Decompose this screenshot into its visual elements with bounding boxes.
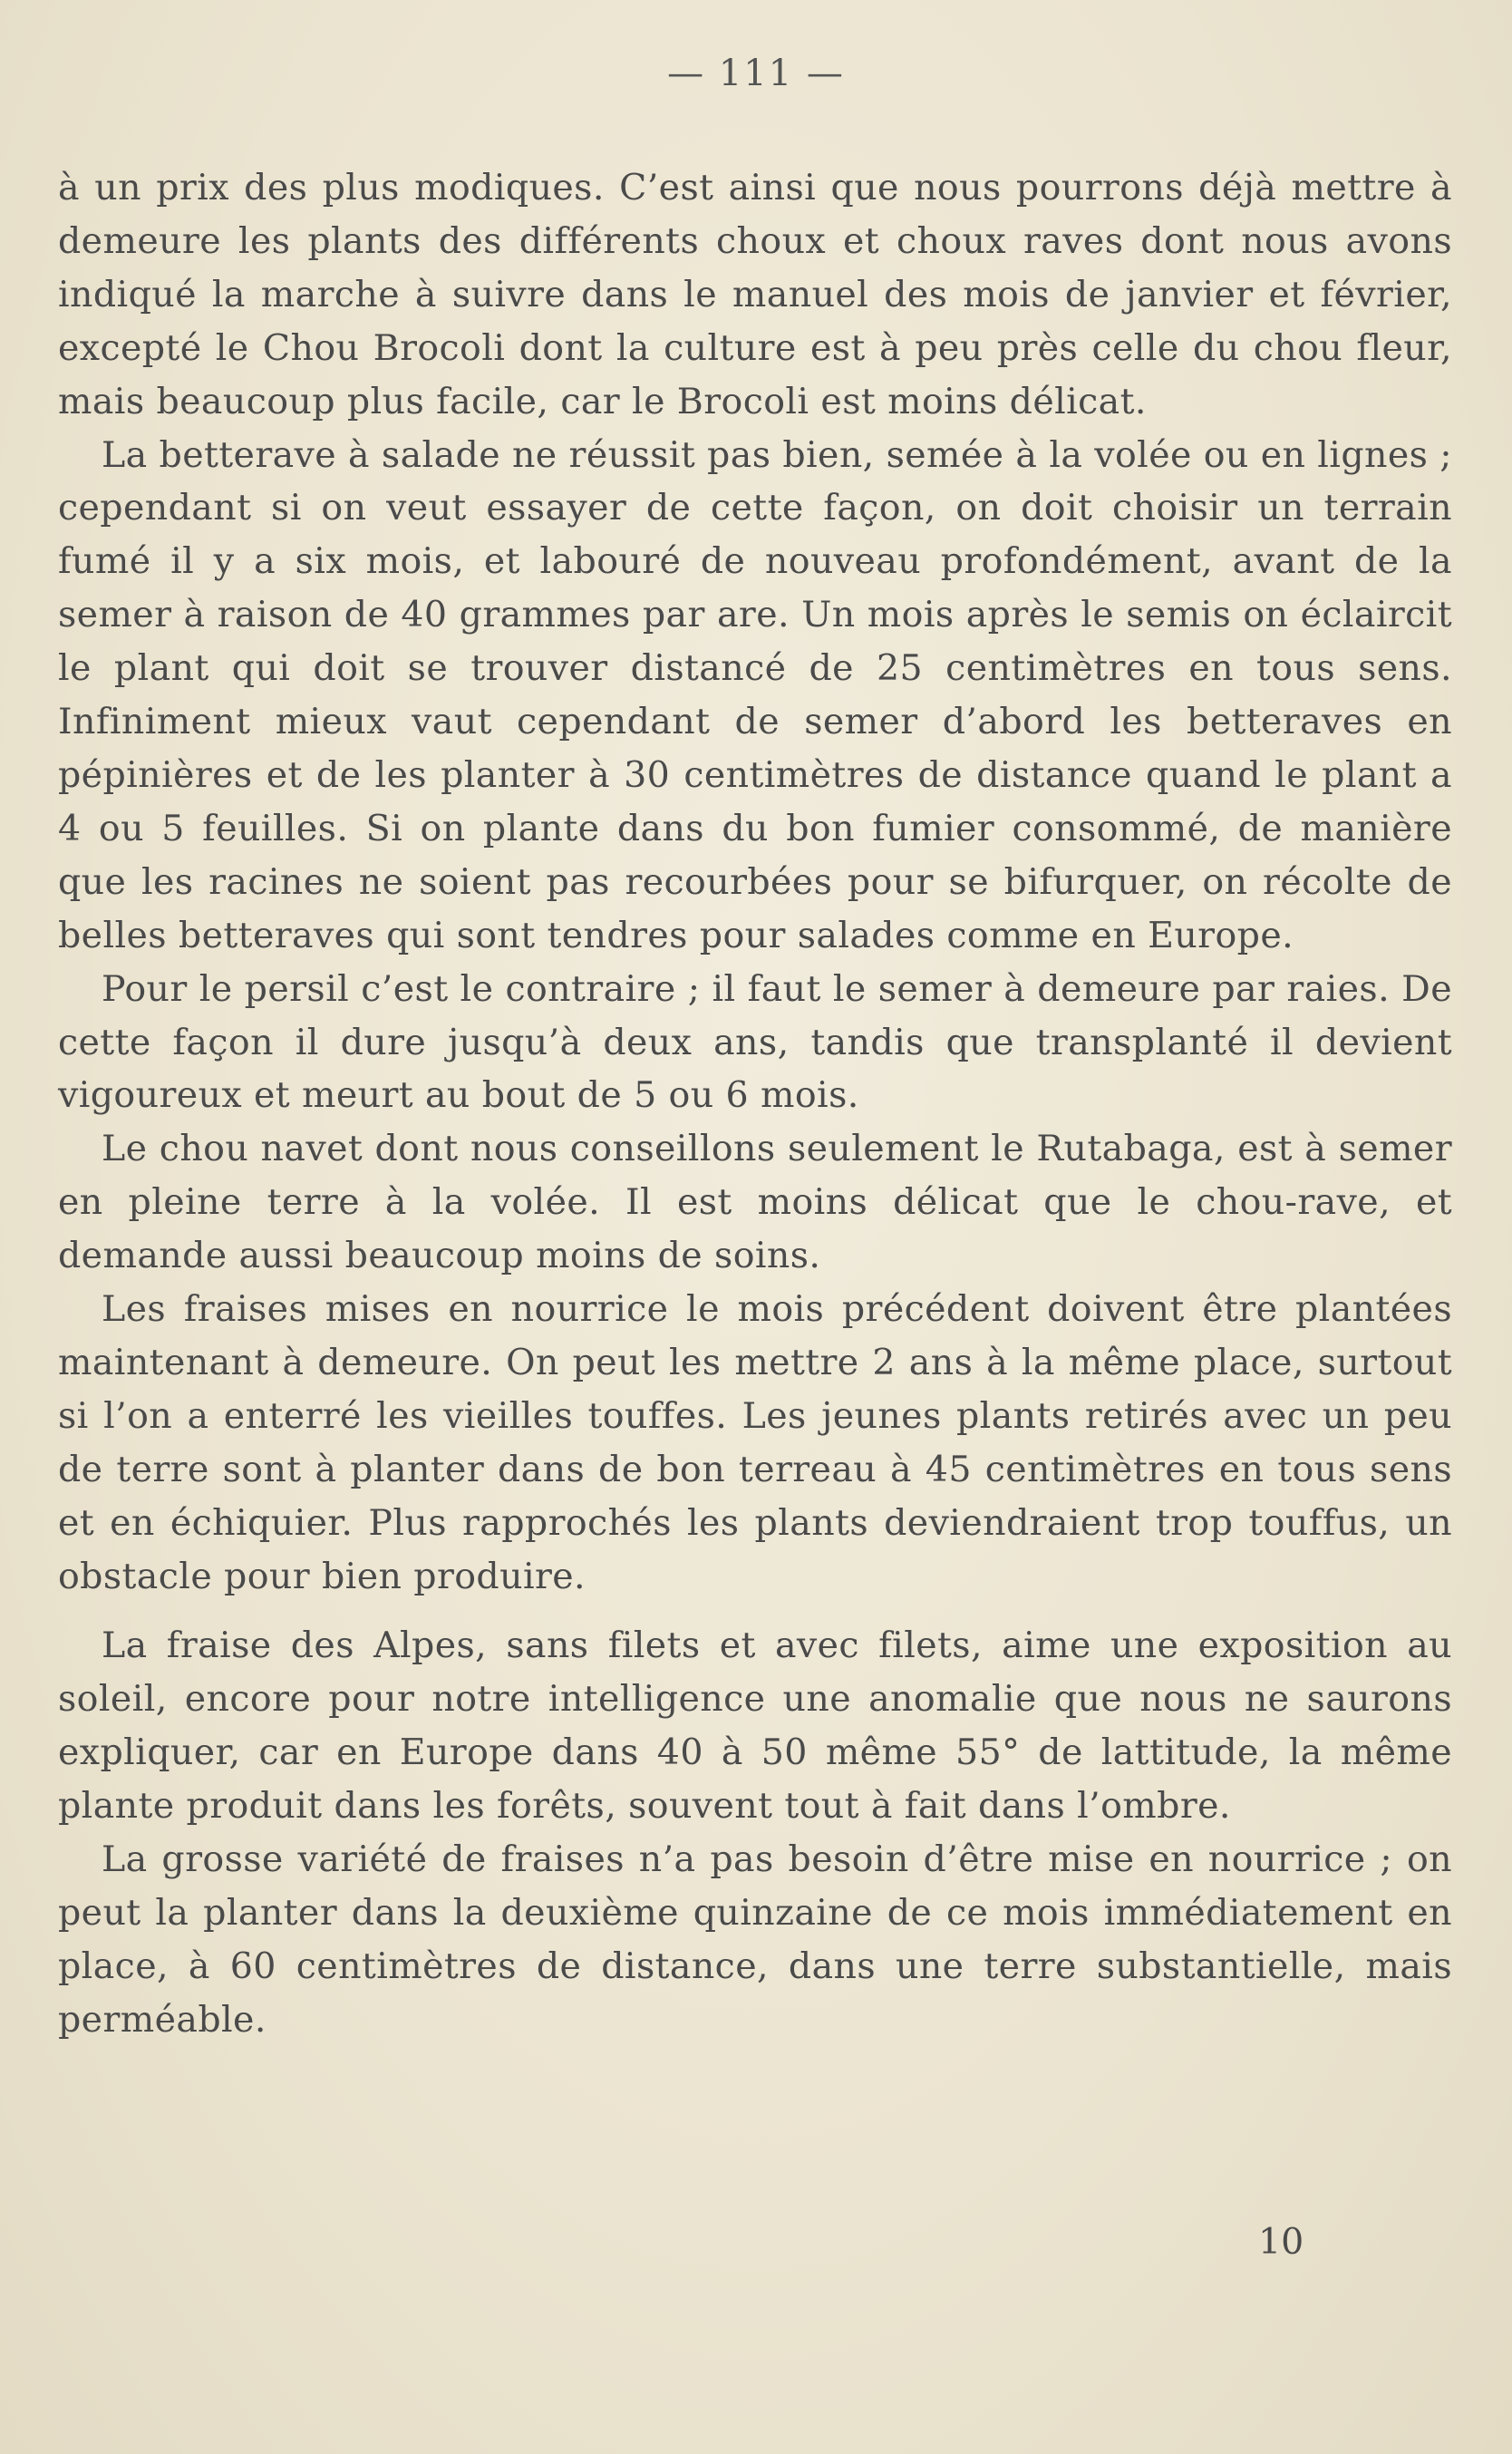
paragraph-fraise-alpes: La fraise des Alpes, sans filets et avec filets, aime une exposition au soleil, encore pour notre intelligence une anomalie que nous ne saurons expliquer, car en Europe dans 40 à 50 même 55° de lattitude, la même plante produit dans les forêts, souvent tout à fait dans l’ombre.: [58, 1625, 1452, 1828]
paragraph-fraises: Les fraises mises en nourrice le mois précédent doivent être plantées maintenant à demeure. On peut les mettre 2 ans à la même place, surtout si l’on a enterré les vieilles touffes. Les jeunes plants retirés avec un peu de terre sont à planter dans de bon terreau à 45 centimètres en tous sens et en échiquier. Plus rapprochés les plants deviendraient trop touffus, un obstacle pour bien produire.: [58, 1288, 1452, 1597]
paragraph-grosse-fraise: La grosse variété de fraises n’a pas besoin d’être mise en nourrice ; on peut la planter dans la deuxième quinzaine de ce mois immédiatement en place, à 60 centimètres de distance, dans une terre substantielle, mais perméable.: [58, 1838, 1452, 2041]
page-number-header: — 111 —: [667, 53, 845, 94]
paragraph-betterave: La betterave à salade ne réussit pas bien, semée à la volée ou en lignes ; cependant si on veut essayer de cette façon, on doit choisir un terrain fumé il y a six mois, et labouré de nouveau profondément, avant de la semer à raison de 40 grammes par are. Un mois après le semis on éclaircit le plant qui doit se trouver distancé de 25 centimètres en tous sens. Infiniment mieux vaut cependant de semer d’abord les betteraves en pépinières et de les planter à 30 centimètres de distance quand le plant a 4 ou 5 feuilles. Si on plante dans du bon fumier consommé, de manière que les racines ne soient pas recourbées pour se bifurquer, on récolte de belles betteraves qui sont tendres pour salades comme en Europe.: [58, 433, 1452, 956]
paragraph-persil: Pour le persil c’est le contraire ; il faut le semer à demeure par raies. De cette façon il dure jusqu’à deux ans, tandis que transplanté il devient vigoureux et meurt au bout de 5 ou 6 mois.: [58, 967, 1452, 1117]
body-text: [58, 161, 1452, 2047]
paragraph-chou-navet: Le chou navet dont nous conseillons seulement le Rutabaga, est à semer en pleine terre à la volée. Il est moins délicat que le chou-rave, et demande aussi beaucoup moins de soins.: [58, 1128, 1452, 1277]
paragraph-continued: à un prix des plus modiques. C’est ainsi que nous pourrons déjà mettre à demeure les plants des différents choux et choux raves dont nous avons indiqué la marche à suivre dans le manuel des mois de janvier et février, excepté le Chou Brocoli dont la culture est à peu près celle du chou fleur, mais beaucoup plus facile, car le Brocoli est moins délicat.: [58, 167, 1452, 422]
signature-mark: 10: [1258, 2221, 1304, 2263]
